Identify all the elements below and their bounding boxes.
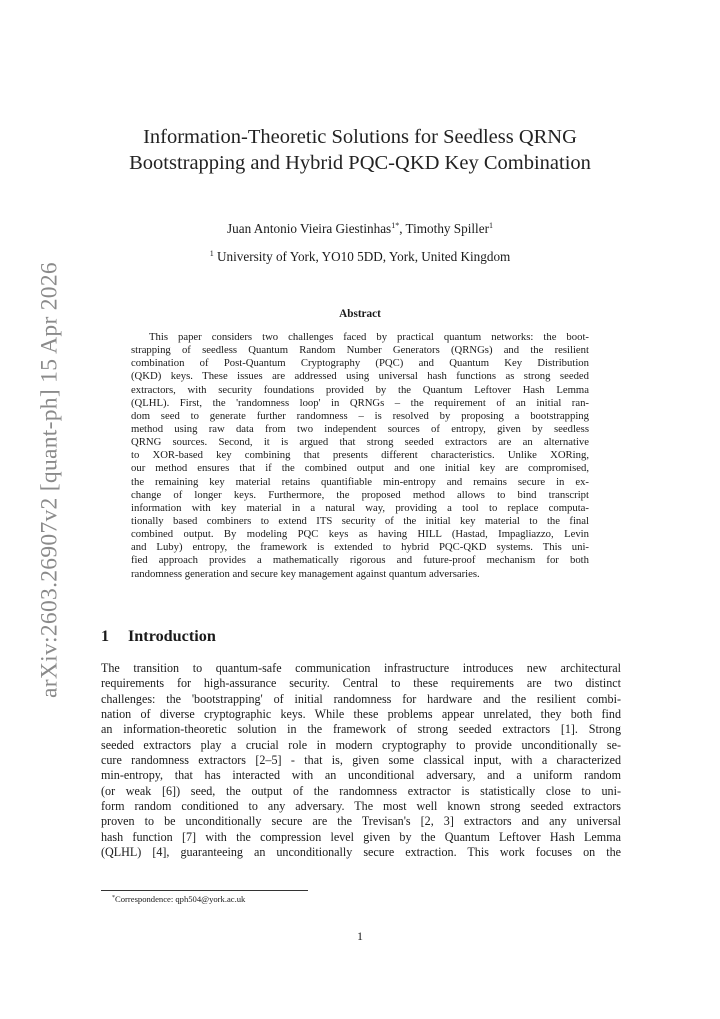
abstract-line: QRNG sources. Second, it is argued that strong seeded extractors are an alternative <box>131 436 589 449</box>
affiliation <box>60 249 660 265</box>
body-line: proven to be unconditionally secure are the Trevisan's [2, 3] extractors and any universal <box>101 814 621 829</box>
abstract-line: and Luby) entropy, the framework is extended to hybrid PQC-QKD systems. This uni- <box>131 541 589 554</box>
abstract-line: tionally based combiners to extend ITS security of the initial key material to the final <box>131 514 589 527</box>
author-marker: 1 <box>488 221 493 230</box>
author-name: , Timothy Spiller <box>399 221 489 236</box>
abstract-line: randomness generation and secure key management against quantum adversaries. <box>131 567 480 580</box>
footnote-rule <box>101 890 308 891</box>
abstract-line: fied approach provides a mathematically rigorous and future-proof mechanism for both <box>131 554 589 567</box>
affiliation-text: University of York, YO10 5DD, York, United Kingdom <box>213 249 511 264</box>
abstract-heading: Abstract <box>339 308 381 320</box>
abstract-line: strapping of seedless Quantum Random Number Generators (QRNGs) and the resilient <box>131 344 589 357</box>
body-line: The transition to quantum-safe communication infrastructure introduces new architectural <box>101 661 621 675</box>
page-number: 1 <box>357 929 363 943</box>
footnote-marker: * <box>112 895 115 901</box>
body-line: requirements for high-assurance security. Central to these requirements are two distinct <box>101 676 621 691</box>
abstract-line: method using raw data from two independent sources of entropy, given by seedless <box>131 422 589 435</box>
footnote-text: Correspondence: qph504@york.ac.uk <box>115 894 246 904</box>
abstract-body <box>131 331 589 581</box>
body-line: nation of diverse cryptographic keys. While these problems appear unrelated, they both find <box>101 707 621 722</box>
paper-title <box>60 124 660 176</box>
abstract-line: (QLHL). First, the 'randomness loop' in QRNGs – the requirement of an initial ran- <box>131 396 589 409</box>
body-line: seeded extractors play a crucial role in modern cryptography to provide unconditionally se- <box>101 737 621 752</box>
title-line: Information-Theoretic Solutions for Seedless QRNG <box>143 126 577 148</box>
abstract-line: This paper considers two challenges faced by practical quantum networks: the boot- <box>149 331 589 343</box>
abstract-line: (QKD) keys. These issues are addressed using universal hash functions as strong seeded <box>131 370 589 383</box>
author-name: Juan Antonio Vieira Giestinhas <box>227 221 392 236</box>
abstract-line: extractors, with security foundations provided by the Quantum Leftover Hash Lemma <box>131 383 589 396</box>
author-list <box>60 221 660 237</box>
body-line: an information-theoretic solution in the framework of strong seeded extractors [1]. Strong <box>101 722 621 737</box>
title-line: Bootstrapping and Hybrid PQC-QKD Key Combination <box>129 152 591 174</box>
body-line: cure randomness extractors [2–5] - that is, given some classical input, with a characterized <box>101 753 621 768</box>
section-body <box>101 661 621 860</box>
body-line: hash function [7] with the compression level given by the Quantum Leftover Hash Lemma <box>101 829 621 844</box>
abstract-line: the remaining key material retains quantifiable min-entropy and remains secure in ex- <box>131 475 589 488</box>
abstract-line: to XOR-based key combining that presents different characteristics. Unlike XORing, <box>131 449 589 462</box>
body-line: challenges: the 'bootstrapping' of initial randomness for hardware and the resilient combi- <box>101 691 621 706</box>
abstract-line: change of longer keys. Furthermore, the proposed method allows to bind transcript <box>131 488 589 501</box>
abstract-line: combined output. By modeling PQC keys as having HILL (Hastad, Impagliazzo, Levin <box>131 528 589 541</box>
section-title: Introduction <box>128 627 216 645</box>
section-number: 1 <box>101 627 110 645</box>
abstract-line: combination of Post-Quantum Cryptography (PQC) and Quantum Key Distribution <box>131 357 589 370</box>
body-line: min-entropy, that has interacted with an unconditional adversary, and a uniform random <box>101 768 621 783</box>
affiliation-marker: 1 <box>209 249 214 258</box>
arxiv-identifier: arXiv:2603.26907v2 [quant-ph] 15 Apr 2026 <box>36 262 63 698</box>
abstract-line: our method ensures that if the combined output and one initial key are compromised, <box>131 462 589 475</box>
body-line: (or weak [6]) seed, the output of the randomness extractor is statistically close to uni- <box>101 783 621 798</box>
section-heading <box>101 627 216 646</box>
body-line: form random conditioned to any adversary. The most well known strong seeded extractors <box>101 799 621 814</box>
body-line: (QLHL) [4], guaranteeing an unconditionally secure extraction. This work focuses on the <box>101 845 621 860</box>
abstract-line: dom seed to generate further randomness – is resolved by proposing a bootstrapping <box>131 409 589 422</box>
author-marker: 1* <box>391 221 400 230</box>
abstract-line: information with key material in a natural way, providing a tool to replace computa- <box>131 501 589 514</box>
footnote <box>112 894 245 904</box>
